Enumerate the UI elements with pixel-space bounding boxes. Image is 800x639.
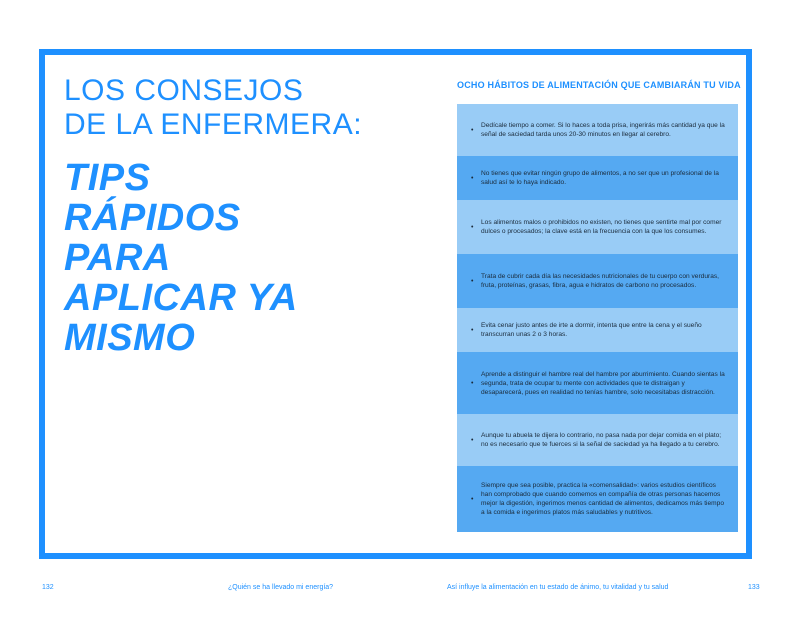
tips-headline-line-1: TIPS <box>64 157 151 199</box>
habit-item-4 <box>457 254 738 308</box>
habit-item-text: Dedícale tiempo a comer. Si lo haces a toda prisa, ingerirás más cantidad ya que la señal de saciedad tarda unos 20-30 minutos en llegar al cerebro. <box>481 122 725 138</box>
section-title-line-1: LOS CONSEJOS <box>64 74 304 107</box>
right-page-number: 133 <box>748 584 760 591</box>
habit-item-text: Aunque tu abuela te dijera lo contrario, no pasa nada por dejar comida en el plato; no es necesario que te fuerces si la señal de saciedad ya ha llegado a tu cerebro. <box>481 432 722 448</box>
tips-headline-line-5: MISMO <box>64 317 196 359</box>
tips-headline-line-4: APLICAR YA <box>64 277 298 319</box>
tips-headline-line-3: PARA <box>64 237 171 279</box>
habit-item-1 <box>457 104 738 156</box>
section-title <box>64 74 362 142</box>
habits-heading: OCHO HÁBITOS DE ALIMENTACIÓN QUE CAMBIARÁN TU VIDA <box>457 80 741 90</box>
bullet-icon: • <box>471 495 474 503</box>
tips-headline <box>64 158 298 358</box>
habit-item-6 <box>457 352 738 414</box>
right-running-title: Así influye la alimentación en tu estado de ánimo, tu vitalidad y tu salud <box>447 584 669 591</box>
habit-item-text: Trata de cubrir cada día las necesidades nutricionales de tu cuerpo con verduras, fruta, proteínas, grasas, fibra, agua e hidratos de carbono no procesados. <box>481 273 719 289</box>
habit-item-3 <box>457 200 738 254</box>
habit-item-5 <box>457 308 738 352</box>
tips-headline-line-2: RÁPIDOS <box>64 197 241 239</box>
bullet-icon: • <box>471 126 474 134</box>
habit-item-8 <box>457 466 738 532</box>
habits-list <box>457 104 738 532</box>
bullet-icon: • <box>471 326 474 334</box>
habit-item-7 <box>457 414 738 466</box>
bullet-icon: • <box>471 174 474 182</box>
left-running-title: ¿Quién se ha llevado mi energía? <box>228 584 334 591</box>
habit-item-text: Los alimentos malos o prohibidos no existen, no tienes que sentirte mal por comer dulces o procesados; la clave está en la frecuencia con la que los consumes. <box>481 219 722 235</box>
habit-item-text: No tienes que evitar ningún grupo de alimentos, a no ser que un profesional de la salud así te lo haya indicado. <box>481 170 719 186</box>
bullet-icon: • <box>471 379 474 387</box>
left-page-number: 132 <box>42 584 54 591</box>
habit-item-2 <box>457 156 738 200</box>
bullet-icon: • <box>471 223 474 231</box>
habit-item-text: Aprende a distinguir el hambre real del hambre por aburrimiento. Cuando sientas la segunda, trata de ocupar tu mente con actividades que te distraigan y desaparecerá, pues en realidad no tenías hambre, solo necesitabas distracción. <box>481 370 725 396</box>
section-title-line-2: DE LA ENFERMERA: <box>64 108 363 141</box>
bullet-icon: • <box>471 436 474 444</box>
habit-item-text: Siempre que sea posible, practica la «comensalidad»: varios estudios científicos han comprobado que cuando comemos en compañía de otras personas hacemos mejor la digestión, ingerimos menos cantidad de alimentos, dedicamos más tiempo a la comida e ingerimos platos más saludables y nutritivos. <box>481 482 724 516</box>
habit-item-text: Evita cenar justo antes de irte a dormir, intenta que entre la cena y el sueño transcurran unas 2 o 3 horas. <box>481 322 702 338</box>
bullet-icon: • <box>471 277 474 285</box>
